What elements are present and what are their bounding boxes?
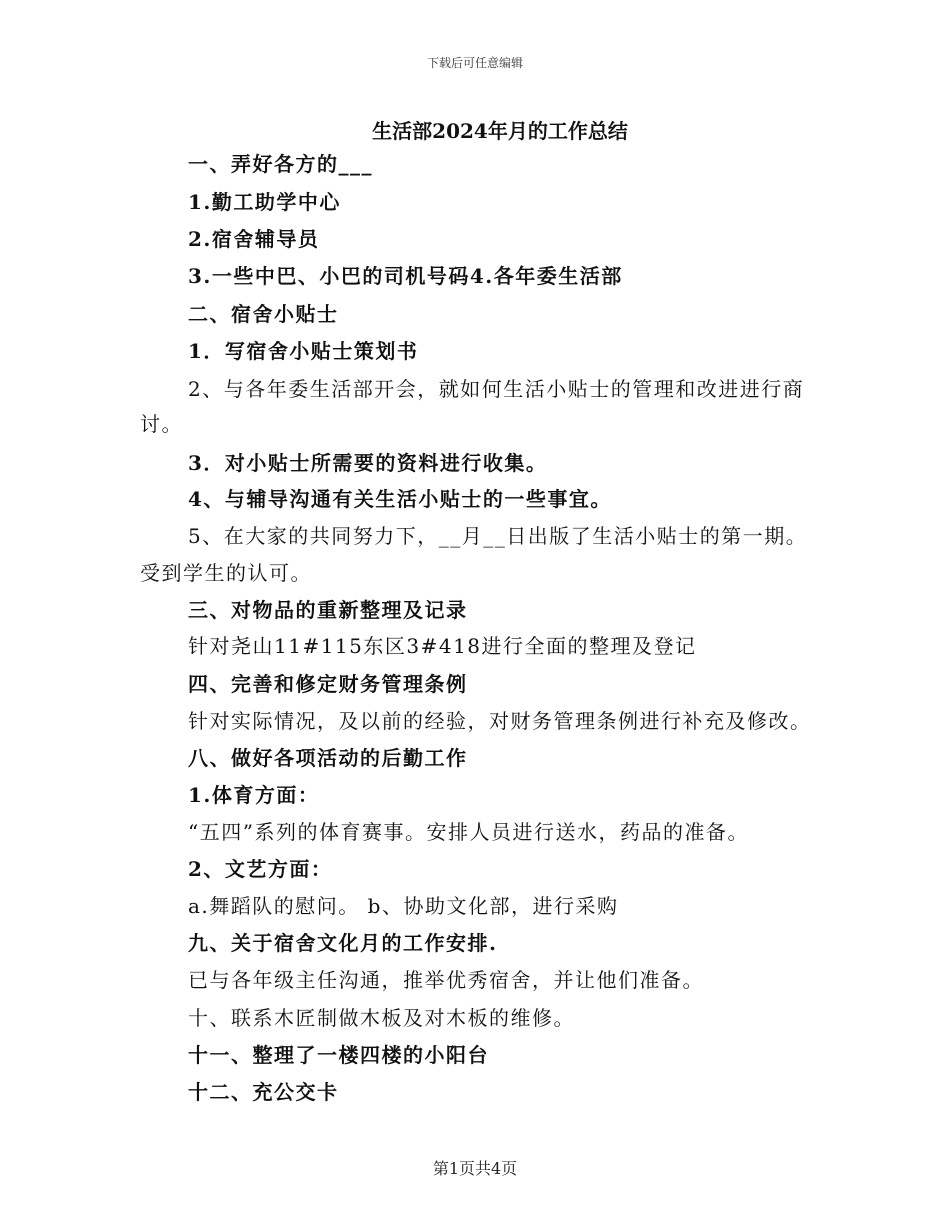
list-item: 2.宿舍辅导员 [188, 227, 320, 251]
paragraph-line: 针对尧山11#115东区3#418进行全面的整理及登记 [188, 634, 697, 658]
paragraph-line: 受到学生的认可。 [140, 561, 312, 585]
list-item: 1．写宿舍小贴士策划书 [188, 339, 419, 363]
list-item: 4、与辅导沟通有关生活小贴士的一些事宜。 [188, 487, 612, 511]
list-item: 1.体育方面： [188, 783, 320, 807]
paragraph-line: 2、与各年委生活部开会，就如何生活小贴士的管理和改进进行商 [188, 377, 805, 401]
section-heading: 一、弄好各方的___ [188, 152, 373, 176]
paragraph-line: 5、在大家的共同努力下，__月__日出版了生活小贴士的第一期。 [188, 524, 808, 548]
paragraph-line: 针对实际情况，及以前的经验，对财务管理条例进行补充及修改。 [188, 709, 812, 733]
paragraph-line: 讨。 [140, 412, 183, 436]
list-item: 2、文艺方面： [188, 857, 333, 881]
paragraph-line: 已与各年级主任沟通，推举优秀宿舍，并让他们准备。 [188, 968, 704, 992]
page-footer: 第1页共4页 [432, 1159, 518, 1178]
paragraph-line: 十、联系木匠制做木板及对木板的维修。 [188, 1006, 575, 1030]
paragraph-line: “五四”系列的体育赛事。安排人员进行送水，药品的准备。 [188, 820, 749, 844]
list-item: 3.一些中巴、小巴的司机号码4.各年委生活部 [188, 264, 623, 288]
section-heading: 十二、充公交卡 [188, 1080, 339, 1104]
section-heading: 四、完善和修定财务管理条例 [188, 672, 468, 696]
section-heading: 九、关于宿舍文化月的工作安排. [188, 931, 498, 955]
section-heading: 十一、整理了一楼四楼的小阳台 [188, 1043, 489, 1067]
document-title: 生活部2024年月的工作总结 [372, 119, 628, 143]
list-item: 3．对小贴士所需要的资料进行收集。 [188, 451, 548, 475]
section-heading: 三、对物品的重新整理及记录 [188, 598, 468, 622]
paragraph-line: a.舞蹈队的慰问。 b、协助文化部，进行采购 [188, 894, 619, 918]
page-header: 下载后可任意编辑 [426, 56, 523, 70]
list-item: 1.勤工助学中心 [188, 190, 341, 214]
section-heading: 八、做好各项活动的后勤工作 [188, 746, 468, 770]
section-heading: 二、宿舍小贴士 [188, 302, 339, 326]
